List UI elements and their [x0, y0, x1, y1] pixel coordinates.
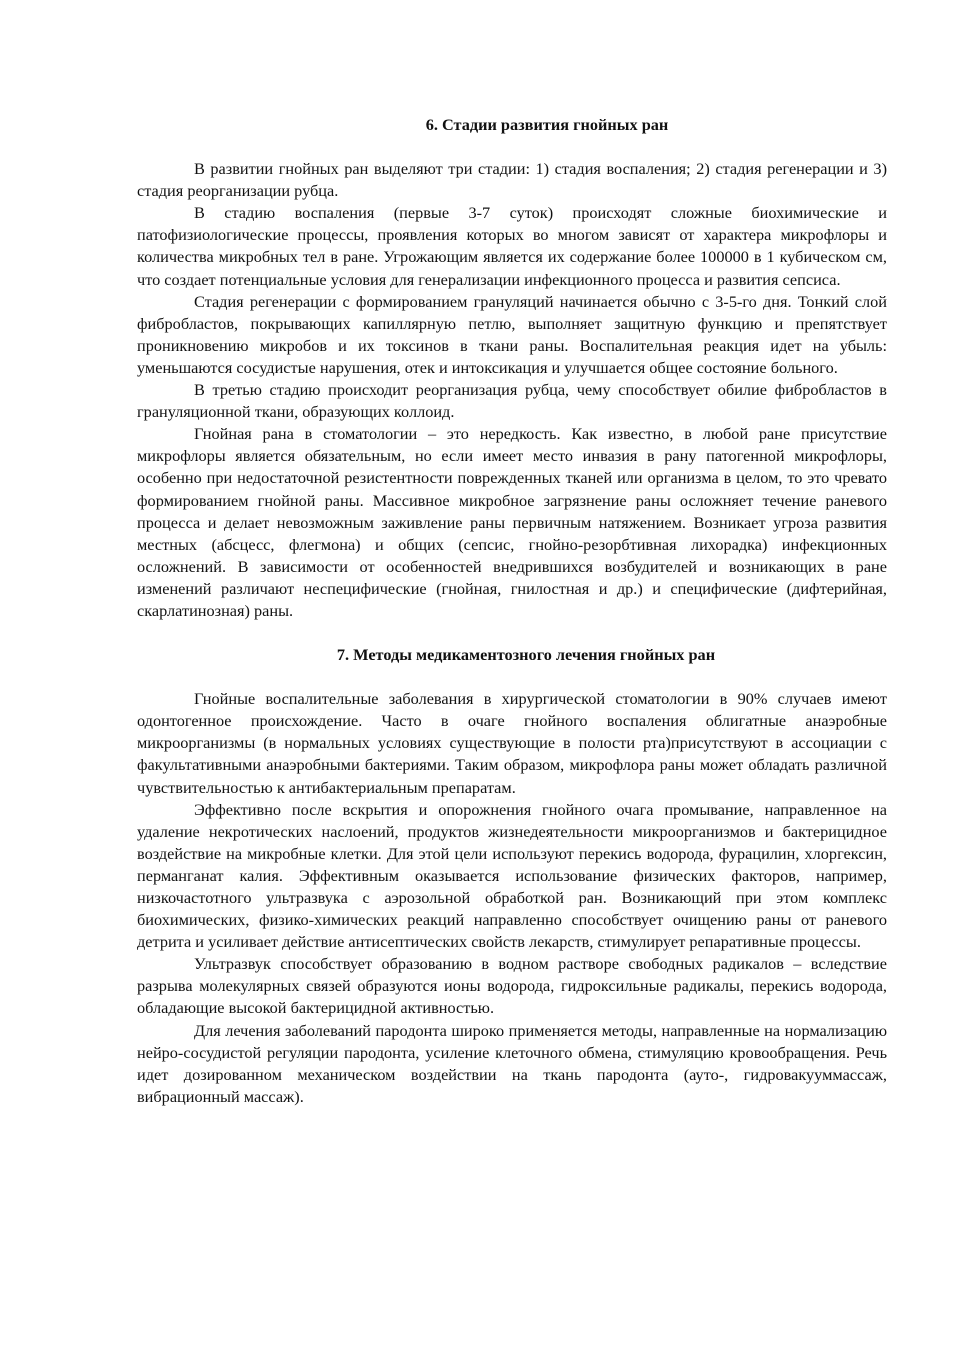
section-6-paragraph-4: В третью стадию происходит реорганизация рубца, чему способствует обилие фибробластов в грануляционной ткани, образующих коллоид. [137, 380, 887, 422]
section-6-paragraph-5: Гнойная рана в стоматологии – это нередкость. Как известно, в любой ране присутствие микрофлоры является обязательным, но если имеет место инвазия в рану патогенной микрофлоры, особенно при недостаточной резистентности поврежденных тканей или организма в целом, то это чревато формированием гнойной раны. Массивное микробное загрязнение раны осложняет течение раневого процесса и делает невозможным заживление раны первичным натяжением. Возникает угроза развития местных (абсцесс, флегмона) и общих (сепсис, гнойно-резорбтивная лихорадка) инфекционных осложнений. В зависимости от особенностей внедрившихся возбудителей и возникающих в ране изменений различают неспецифические (гнойная, гнилостная и др.) и специфические (дифтерийная, скарлатинозная) раны. [137, 424, 887, 620]
document-page [137, 114, 887, 1108]
section-6-paragraph-1: В развитии гнойных ран выделяют три стадии: 1) стадия воспаления; 2) стадия регенерации и 3) стадия реорганизации рубца. [137, 159, 887, 201]
section-6-paragraph-2: В стадию воспаления (первые 3-7 суток) происходят сложные биохимические и патофизиологические процессы, проявления которых во многом зависят от характера микрофлоры и количества микробных тел в ране. Угрожающим является их содержание более 100000 в 1 кубическом см, что создает потенциальные условия для генерализации инфекционного процесса и развития сепсиса. [137, 203, 887, 289]
section-6-paragraph-3: Стадия регенерации с формированием грануляций начинается обычно с 3-5-го дня. Тонкий слой фибробластов, покрывающих капиллярную петлю, выполняет защитную функцию и препятствует проникновению микробов и их токсинов в ткани раны. Воспалительная реакция идет на убыль: уменьшаются сосудистые нарушения, отек и интоксикация и улучшается общее состояние больного. [137, 291, 887, 377]
section-7-paragraph-3: Ультразвук способствует образованию в водном растворе свободных радикалов – вследствие разрыва молекулярных связей образуются ионы водорода, гидроксильные радикалы, перекись водорода, обладающие высокой бактерицидной активностью. [137, 954, 887, 1018]
section-7-paragraph-4: Для лечения заболеваний пародонта широко применяется методы, направленные на нормализацию нейро-сосудистой регуляции пародонта, усиление клеточного обмена, стимуляцию кровообращения. Речь идет дозированном механическом воздействии на ткань пародонта (ауто-, гидровакууммассаж, вибрационный массаж). [137, 1020, 887, 1106]
section-7-paragraph-1: Гнойные воспалительные заболевания в хирургической стоматологии в 90% случаев имеют одонтогенное происхождение. Часто в очаге гнойного воспаления облигатные анаэробные микроорганизмы (в нормальных условиях существующие в полости рта)присутствуют в ассоциации с факультативными анаэробными бактериями. Таким образом, микрофлора раны может обладать различной чувствительностью к антибактериальным препаратам. [137, 689, 887, 797]
section-6-heading: 6. Стадии развития гнойных ран [425, 115, 669, 134]
section-7-paragraph-2: Эффективно после вскрытия и опорожнения гнойного очага промывание, направленное на удаление некротических наслоений, продуктов жизнедеятельности микроорганизмов и бактерицидное воздействие на микробные клетки. Для этой цели используют перекись водорода, фурацилин, хлоргексин, перманганат калия. Эффективным оказывается использование физических факторов, например, низкочастотного ультразвука с аэрозольной обработкой ран. Возникающий при этом комплекс биохимических, физико-химических реакций направленно способствует очищению раны от раневого детрита и усиливает действие антисептических свойств лекарств, стимулирует репаративные процессы. [137, 799, 887, 952]
section-7-heading: 7. Методы медикаментозного лечения гнойных ран [336, 645, 716, 665]
